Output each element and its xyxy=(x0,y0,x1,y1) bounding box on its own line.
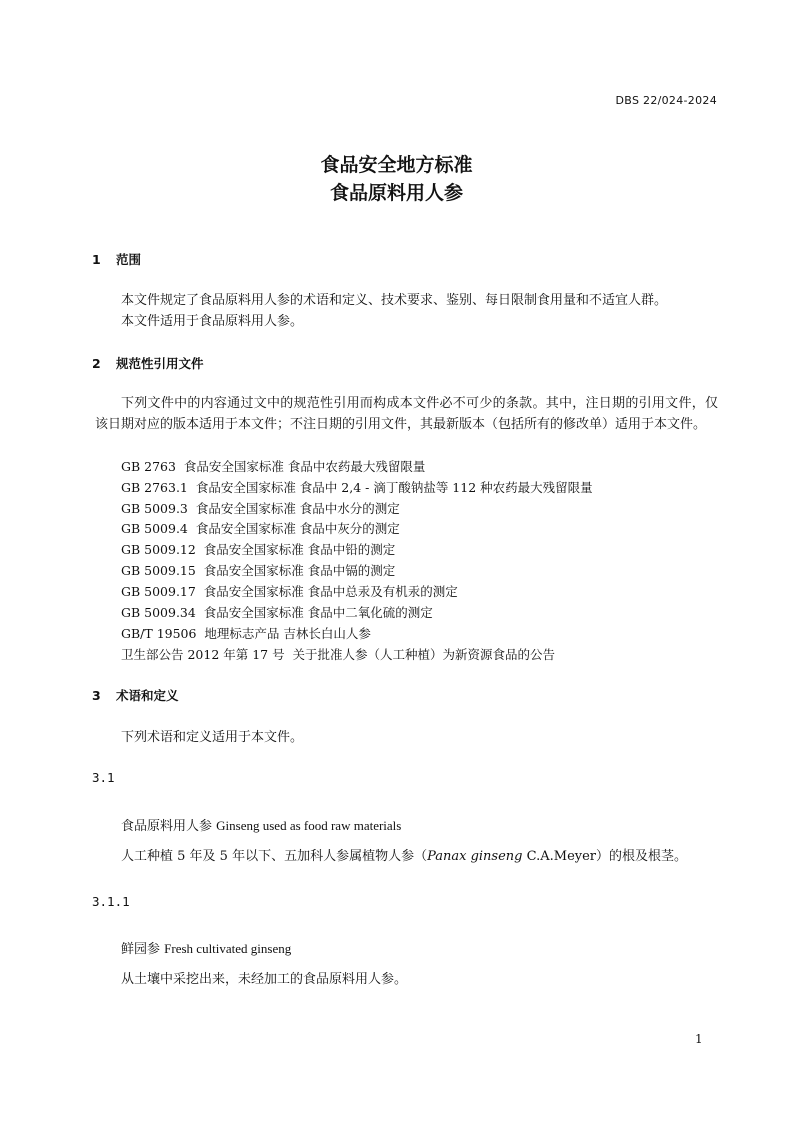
section-title: 范围 xyxy=(116,252,142,267)
reference-item: GB 5009.34 食品安全国家标准 食品中二氧化硫的测定 xyxy=(121,605,433,620)
paragraph: 本文件规定了食品原料用人参的术语和定义、技术要求、鉴别、每日限制食用量和不适宜人群。 xyxy=(121,293,668,308)
term-english: Fresh cultivated ginseng xyxy=(164,941,292,956)
term-definition: 从土壤中采挖出来，未经加工的食品原料用人参。 xyxy=(121,972,408,987)
section-1-heading xyxy=(92,250,141,268)
term-title xyxy=(121,815,401,837)
section-number: 1 xyxy=(92,252,101,267)
title-line-2: 食品原料用人参 xyxy=(329,182,463,204)
term-number: 3.1.1 xyxy=(92,894,130,909)
term-title xyxy=(121,938,291,960)
reference-item: 卫生部公告 2012 年第 17 号 关于批准人参（人工种植）为新资源食品的公告 xyxy=(121,647,556,662)
section-number: 2 xyxy=(92,356,101,371)
reference-item: GB/T 19506 地理标志产品 吉林长白山人参 xyxy=(121,626,371,641)
section-title: 术语和定义 xyxy=(116,688,179,703)
section-2-heading xyxy=(92,354,204,372)
term-english: Ginseng used as food raw materials xyxy=(216,818,402,833)
term-number: 3.1 xyxy=(92,770,115,785)
reference-item: GB 5009.3 食品安全国家标准 食品中水分的测定 xyxy=(121,501,400,516)
reference-item: GB 5009.4 食品安全国家标准 食品中灰分的测定 xyxy=(121,521,400,536)
term-definition xyxy=(121,846,687,867)
reference-item: GB 5009.17 食品安全国家标准 食品中总汞及有机汞的测定 xyxy=(121,584,458,599)
term-chinese: 食品原料用人参 xyxy=(121,819,213,834)
definition-text: C.A.Meyer）的根及根茎。 xyxy=(522,849,688,864)
title-line-1: 食品安全地方标准 xyxy=(320,154,473,176)
reference-item: GB 2763.1 食品安全国家标准 食品中 2,4 - 滴丁酸钠盐等 112 种农药最大残留限量 xyxy=(121,480,593,495)
document-number: DBS 22/024-2024 xyxy=(615,94,717,107)
references-intro: 下列文件中的内容通过文中的规范性引用而构成本文件必不可少的条款。其中，注日期的引用文件，仅该日期对应的版本适用于本文件；不注日期的引用文件，其最新版本（包括所有的修改单）适用于本文件。 xyxy=(95,396,718,432)
page-number: 1 xyxy=(695,1032,703,1046)
reference-item: GB 5009.12 食品安全国家标准 食品中铅的测定 xyxy=(121,542,396,557)
reference-item: GB 2763 食品安全国家标准 食品中农药最大残留限量 xyxy=(121,459,426,474)
reference-item: GB 5009.15 食品安全国家标准 食品中镉的测定 xyxy=(121,563,396,578)
latin-name: Panax ginseng xyxy=(427,849,523,864)
paragraph: 本文件适用于食品原料用人参。 xyxy=(121,314,304,329)
term-chinese: 鲜园参 xyxy=(121,942,161,957)
terms-intro: 下列术语和定义适用于本文件。 xyxy=(121,730,304,745)
section-number: 3 xyxy=(92,688,101,703)
section-title: 规范性引用文件 xyxy=(116,356,204,371)
section-3-heading xyxy=(92,686,179,704)
definition-text: 人工种植 5 年及 5 年以下、五加科人参属植物人参（ xyxy=(121,849,428,864)
